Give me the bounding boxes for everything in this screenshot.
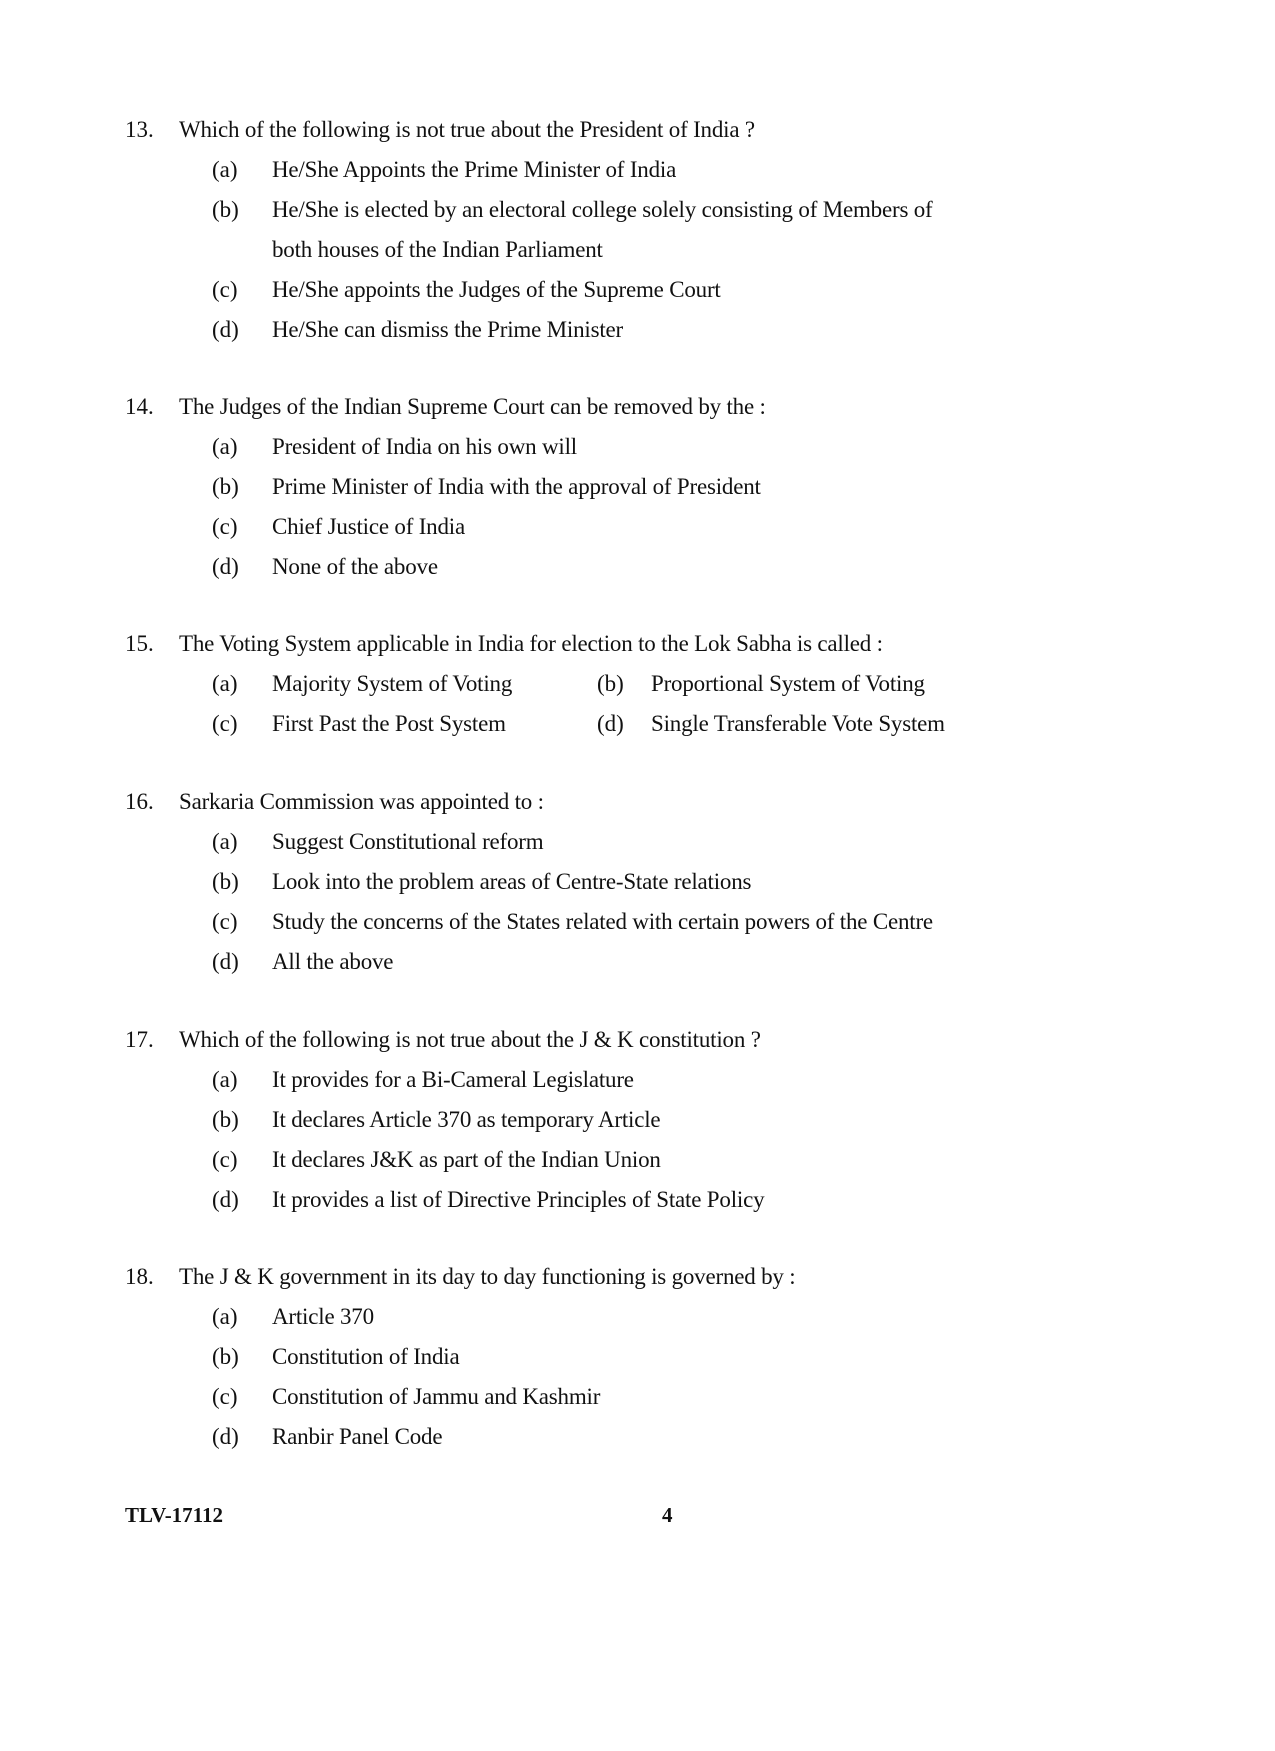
option-label: (b)	[212, 197, 239, 222]
option-text: All the above	[272, 949, 394, 974]
question-18	[0, 1257, 1275, 1457]
question-stem	[0, 1257, 1275, 1297]
option-text: Ranbir Panel Code	[272, 1424, 443, 1449]
option-label: (d)	[212, 317, 239, 342]
option-text: Chief Justice of India	[272, 514, 465, 539]
option-label: (c)	[212, 277, 238, 302]
option-label: (d)	[212, 554, 239, 579]
question-number: 13.	[125, 117, 154, 142]
question-number: 17.	[125, 1027, 154, 1052]
option-d-label: (d)	[597, 711, 624, 736]
option-label: (c)	[212, 514, 238, 539]
option-label: (b)	[212, 1107, 239, 1132]
paper-code: TLV-17112	[125, 1503, 224, 1527]
option-text: It declares J&K as part of the Indian Union	[272, 1147, 661, 1172]
option-label: (a)	[212, 157, 238, 182]
option-label: (a)	[212, 1067, 238, 1092]
option-b	[0, 862, 1275, 902]
option-c	[0, 1140, 1275, 1180]
option-d	[0, 310, 1275, 350]
question-text: The J & K government in its day to day functioning is governed by :	[179, 1264, 796, 1289]
option-label: (b)	[212, 1344, 239, 1369]
question-stem	[0, 782, 1275, 822]
option-label: (a)	[212, 829, 238, 854]
question-16	[0, 782, 1275, 982]
option-text: It declares Article 370 as temporary Article	[272, 1107, 661, 1132]
option-text: It provides a list of Directive Principles of State Policy	[272, 1187, 765, 1212]
option-row-2	[0, 704, 1275, 744]
option-b-text: Proportional System of Voting	[651, 671, 925, 696]
option-b-label: (b)	[597, 671, 624, 696]
option-text: He/She Appoints the Prime Minister of India	[272, 157, 677, 182]
question-text: The Voting System applicable in India for election to the Lok Sabha is called :	[179, 631, 883, 656]
option-a	[0, 822, 1275, 862]
question-text: Which of the following is not true about the J & K constitution ?	[179, 1027, 761, 1052]
question-stem	[0, 387, 1275, 427]
option-text: Suggest Constitutional reform	[272, 829, 544, 854]
question-number: 15.	[125, 631, 154, 656]
option-row-1	[0, 664, 1275, 704]
option-b	[0, 467, 1275, 507]
question-stem	[0, 624, 1275, 664]
question-text: Which of the following is not true about the President of India ?	[179, 117, 755, 142]
option-text: Prime Minister of India with the approval of President	[272, 474, 761, 499]
question-number: 16.	[125, 789, 154, 814]
option-d	[0, 942, 1275, 982]
option-c	[0, 270, 1275, 310]
option-text: It provides for a Bi-Cameral Legislature	[272, 1067, 634, 1092]
question-stem	[0, 110, 1275, 150]
option-label: (d)	[212, 1187, 239, 1212]
option-text: None of the above	[272, 554, 438, 579]
question-number: 14.	[125, 394, 154, 419]
option-c-label: (c)	[212, 711, 238, 736]
question-number: 18.	[125, 1264, 154, 1289]
question-text: Sarkaria Commission was appointed to :	[179, 789, 544, 814]
option-a	[0, 427, 1275, 467]
option-b	[0, 1337, 1275, 1377]
option-label: (a)	[212, 1304, 238, 1329]
option-c-text: First Past the Post System	[272, 711, 506, 736]
question-15	[0, 624, 1275, 744]
question-14	[0, 387, 1275, 587]
option-a-text: Majority System of Voting	[272, 671, 513, 696]
option-text: Constitution of Jammu and Kashmir	[272, 1384, 601, 1409]
option-label: (c)	[212, 1384, 238, 1409]
page-number: 4	[662, 1503, 673, 1527]
option-label: (c)	[212, 909, 238, 934]
option-d	[0, 1417, 1275, 1457]
option-d	[0, 547, 1275, 587]
option-a	[0, 1060, 1275, 1100]
option-label: (b)	[212, 474, 239, 499]
question-stem	[0, 1020, 1275, 1060]
option-a-label: (a)	[212, 671, 238, 696]
option-label: (c)	[212, 1147, 238, 1172]
option-a	[0, 1297, 1275, 1337]
question-17	[0, 1020, 1275, 1220]
option-label: (a)	[212, 434, 238, 459]
option-text: Constitution of India	[272, 1344, 460, 1369]
option-a	[0, 150, 1275, 190]
option-b	[0, 1100, 1275, 1140]
option-text: Article 370	[272, 1304, 374, 1329]
question-13	[0, 110, 1275, 350]
option-text: He/She is elected by an electoral college solely consisting of Members of both houses of the Indian Parliament	[272, 197, 933, 262]
question-text: The Judges of the Indian Supreme Court can be removed by the :	[179, 394, 766, 419]
option-text: Study the concerns of the States related with certain powers of the Centre	[272, 909, 933, 934]
option-text: Look into the problem areas of Centre-State relations	[272, 869, 752, 894]
option-label: (b)	[212, 869, 239, 894]
option-c	[0, 507, 1275, 547]
option-b	[0, 190, 1275, 270]
option-c	[0, 902, 1275, 942]
option-text: He/She can dismiss the Prime Minister	[272, 317, 623, 342]
option-d-text: Single Transferable Vote System	[651, 711, 945, 736]
option-label: (d)	[212, 1424, 239, 1449]
option-d	[0, 1180, 1275, 1220]
option-text: President of India on his own will	[272, 434, 577, 459]
option-text: He/She appoints the Judges of the Supreme Court	[272, 277, 721, 302]
option-label: (d)	[212, 949, 239, 974]
option-c	[0, 1377, 1275, 1417]
